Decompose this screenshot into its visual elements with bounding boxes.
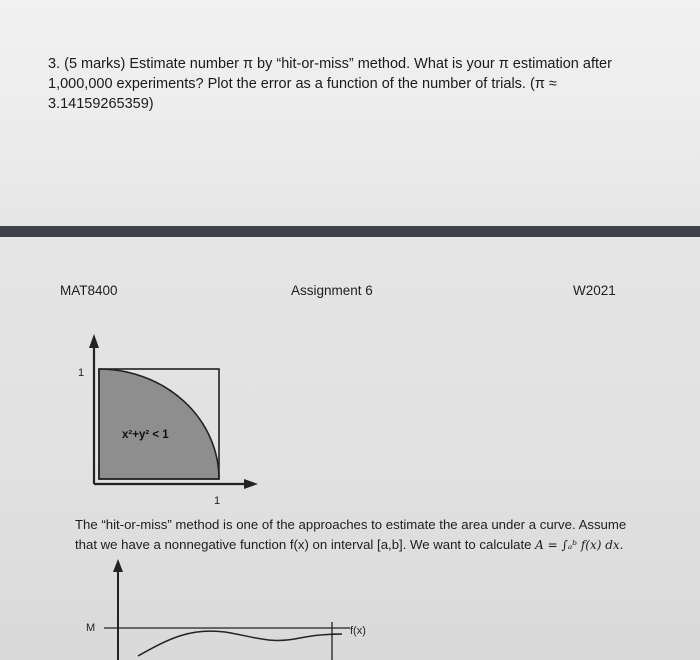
- page-separator: [0, 226, 700, 237]
- question-line-2: 1,000,000 experiments? Plot the error as a function of the number of trials. (π ≈: [48, 76, 557, 92]
- assignment-title: Assignment 6: [291, 283, 373, 298]
- function-figure: [80, 558, 380, 660]
- question-page: [0, 0, 700, 226]
- y-axis-arrow-icon: [89, 334, 99, 348]
- course-code: MAT8400: [60, 283, 118, 298]
- description-line-1: The “hit-or-miss” method is one of the approaches to estimate the area under a curve. Assume: [75, 517, 627, 532]
- integral-formula: A = ∫ₐᵇ f(x) dx.: [535, 538, 624, 552]
- method-description: [75, 515, 675, 555]
- y-axis-2-arrow-icon: [113, 559, 123, 572]
- description-line-2: [75, 535, 675, 555]
- question-text: [48, 54, 668, 114]
- bound-m-label: M: [86, 622, 96, 634]
- region-inequality-label: x²+y² < 1: [122, 429, 169, 441]
- x-axis-arrow-icon: [244, 479, 258, 489]
- description-line-2-text: that we have a nonnegative function f(x) on interval [a,b]. We want to calculate: [75, 537, 536, 552]
- y-tick-label: 1: [78, 367, 85, 379]
- term-label: W2021: [573, 283, 616, 298]
- question-line-3: 3.14159265359): [48, 96, 154, 112]
- quarter-circle-figure: [60, 330, 270, 510]
- curve-label: f(x): [350, 625, 366, 637]
- quarter-circle-region: [99, 369, 219, 479]
- function-curve: [138, 631, 342, 656]
- question-line-1: 3. (5 marks) Estimate number π by “hit-or-miss” method. What is your π estimation after: [48, 56, 612, 72]
- x-tick-label: 1: [214, 495, 221, 507]
